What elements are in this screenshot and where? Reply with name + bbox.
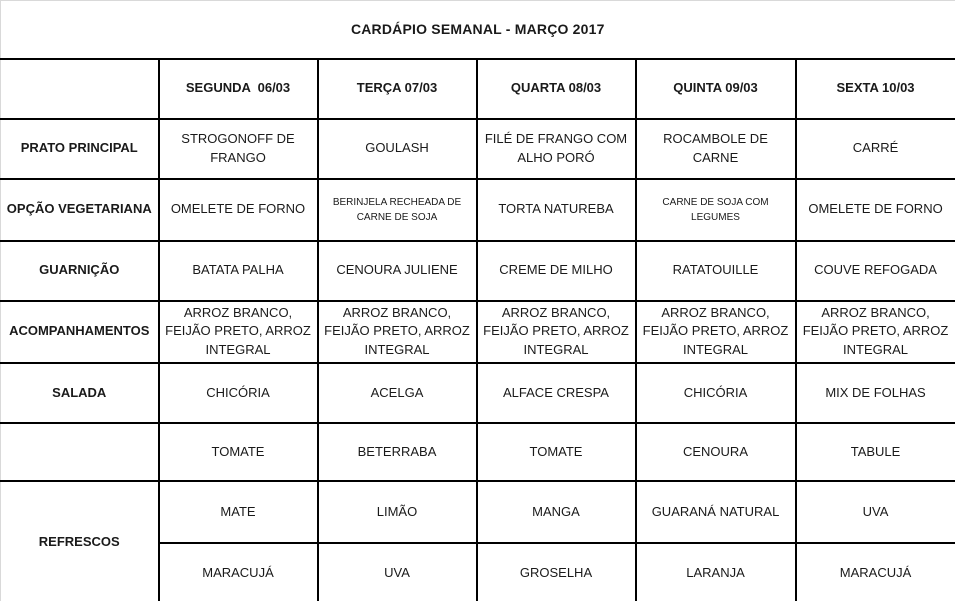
table-row	[1, 363, 955, 423]
day-header-1: TERÇA 07/03	[318, 59, 477, 119]
menu-cell: MIX DE FOLHAS	[796, 363, 955, 423]
menu-cell: TORTA NATUREBA	[477, 179, 636, 241]
corner-cell	[1, 59, 159, 119]
menu-cell: BERINJELA RECHEADA DE CARNE DE SOJA	[318, 179, 477, 241]
menu-cell: CHICÓRIA	[636, 363, 796, 423]
day-header-2: QUARTA 08/03	[477, 59, 636, 119]
row-label: GUARNIÇÃO	[1, 241, 159, 301]
menu-cell: GOULASH	[318, 119, 477, 179]
table-row	[1, 119, 955, 179]
menu-cell: ACELGA	[318, 363, 477, 423]
menu-cell: ARROZ BRANCO, FEIJÃO PRETO, ARROZ INTEGRAL	[159, 301, 318, 364]
row-label: ACOMPANHAMENTOS	[1, 301, 159, 364]
menu-cell: STROGONOFF DE FRANGO	[159, 119, 318, 179]
menu-cell: OMELETE DE FORNO	[159, 179, 318, 241]
table-row	[1, 423, 955, 481]
menu-cell: CHICÓRIA	[159, 363, 318, 423]
row-label: REFRESCOS	[1, 481, 159, 601]
menu-cell: CREME DE MILHO	[477, 241, 636, 301]
page-title: CARDÁPIO SEMANAL - MARÇO 2017	[1, 1, 955, 59]
row-label: OPÇÃO VEGETARIANA	[1, 179, 159, 241]
row-label: SALADA	[1, 363, 159, 423]
menu-cell: MARACUJÁ	[159, 543, 318, 601]
row-label	[1, 423, 159, 481]
menu-cell: MARACUJÁ	[796, 543, 955, 601]
menu-cell: ARROZ BRANCO, FEIJÃO PRETO, ARROZ INTEGRAL	[796, 301, 955, 364]
menu-cell: ARROZ BRANCO, FEIJÃO PRETO, ARROZ INTEGRAL	[636, 301, 796, 364]
row-label: PRATO PRINCIPAL	[1, 119, 159, 179]
day-header-4: SEXTA 10/03	[796, 59, 955, 119]
menu-cell: MANGA	[477, 481, 636, 543]
menu-cell: MATE	[159, 481, 318, 543]
menu-cell: TABULE	[796, 423, 955, 481]
menu-cell: BETERRABA	[318, 423, 477, 481]
day-header-0: SEGUNDA 06/03	[159, 59, 318, 119]
menu-cell: FILÉ DE FRANGO COM ALHO PORÓ	[477, 119, 636, 179]
menu-cell: UVA	[796, 481, 955, 543]
menu-cell: UVA	[318, 543, 477, 601]
menu-cell: CARNE DE SOJA COM LEGUMES	[636, 179, 796, 241]
menu-cell: GUARANÁ NATURAL	[636, 481, 796, 543]
table-row	[1, 481, 955, 543]
menu-cell: LIMÃO	[318, 481, 477, 543]
menu-cell: CENOURA JULIENE	[318, 241, 477, 301]
menu-cell: BATATA PALHA	[159, 241, 318, 301]
menu-cell: ROCAMBOLE DE CARNE	[636, 119, 796, 179]
day-header-row	[1, 59, 955, 119]
menu-cell: CENOURA	[636, 423, 796, 481]
menu-cell: RATATOUILLE	[636, 241, 796, 301]
menu-cell: ALFACE CRESPA	[477, 363, 636, 423]
menu-cell: TOMATE	[159, 423, 318, 481]
menu-cell: ARROZ BRANCO, FEIJÃO PRETO, ARROZ INTEGRAL	[477, 301, 636, 364]
day-header-3: QUINTA 09/03	[636, 59, 796, 119]
title-row	[1, 1, 955, 59]
table-row	[1, 301, 955, 364]
menu-cell: GROSELHA	[477, 543, 636, 601]
menu-body	[1, 119, 955, 601]
menu-cell: CARRÉ	[796, 119, 955, 179]
menu-cell: COUVE REFOGADA	[796, 241, 955, 301]
menu-cell: OMELETE DE FORNO	[796, 179, 955, 241]
menu-cell: TOMATE	[477, 423, 636, 481]
menu-cell: ARROZ BRANCO, FEIJÃO PRETO, ARROZ INTEGRAL	[318, 301, 477, 364]
table-row	[1, 179, 955, 241]
menu-cell: LARANJA	[636, 543, 796, 601]
table-row	[1, 241, 955, 301]
